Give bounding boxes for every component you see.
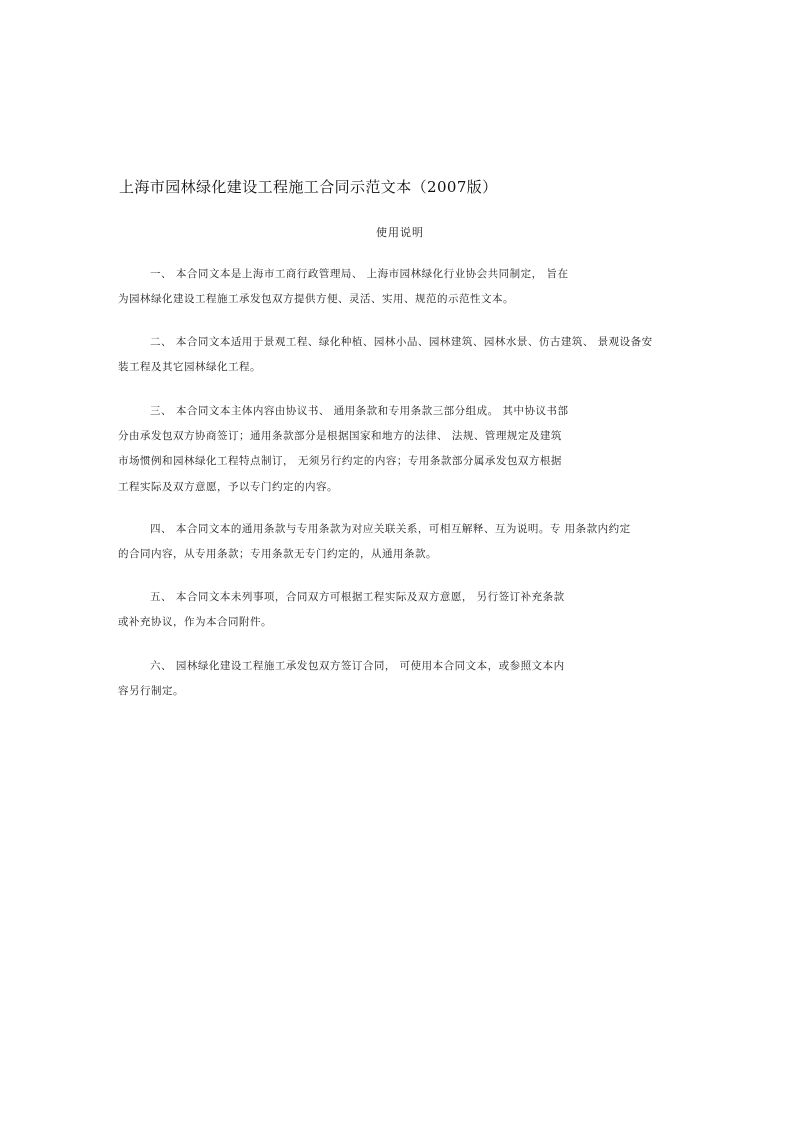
document-subtitle: 使用说明	[376, 226, 424, 239]
paragraph-5-line-1: 五、 本合同文本未列事项，合同双方可根据工程实际及双方意愿， 另行签订补充条款	[150, 591, 565, 603]
paragraph-2-line-1: 二、 本合同文本适用于景观工程、绿化种植、园林小品、园林建筑、园林水景、仿古建筑、 景观设备安	[150, 336, 653, 348]
paragraph-4-line-1: 四、 本合同文本的通用条款与专用条款为对应关联关系，可相互解释、互为说明。专 用条款内约定	[150, 523, 631, 535]
paragraph-2-line-2: 装工程及其它园林绿化工程。	[118, 361, 261, 373]
paragraph-6-line-2: 容另行制定。	[118, 685, 184, 697]
paragraph-3-line-1: 三、 本合同文本主体内容由协议书、 通用条款和专用条款三部分组成。 其中协议书部	[150, 405, 569, 417]
paragraph-4-line-2: 的合同内容，从专用条款；专用条款无专门约定的，从通用条款。	[118, 548, 437, 560]
paragraph-3-line-4: 工程实际及双方意愿，予以专门约定的内容。	[118, 481, 338, 493]
paragraph-1-line-1: 一、 本合同文本是上海市工商行政管理局、 上海市园林绿化行业协会共同制定， 旨在	[150, 268, 569, 280]
document-title: 上海市园林绿化建设工程施工合同示范文本（2007版）	[119, 178, 498, 196]
paragraph-6-line-1: 六、 园林绿化建设工程施工承发包双方签订合同， 可使用本合同文本，或参照文本内	[150, 660, 565, 672]
paragraph-3-line-2: 分由承发包双方协商签订；通用条款部分是根据国家和地方的法律、 法规、管理规定及建筑	[118, 430, 562, 442]
paragraph-1-line-2: 为园林绿化建设工程施工承发包双方提供方便、灵活、实用、规范的示范性文本。	[118, 293, 514, 305]
paragraph-5-line-2: 或补充协议，作为本合同附件。	[118, 616, 272, 628]
paragraph-3-line-3: 市场惯例和园林绿化工程特点制订， 无须另行约定的内容；专用条款部分属承发包双方根据	[118, 455, 562, 467]
